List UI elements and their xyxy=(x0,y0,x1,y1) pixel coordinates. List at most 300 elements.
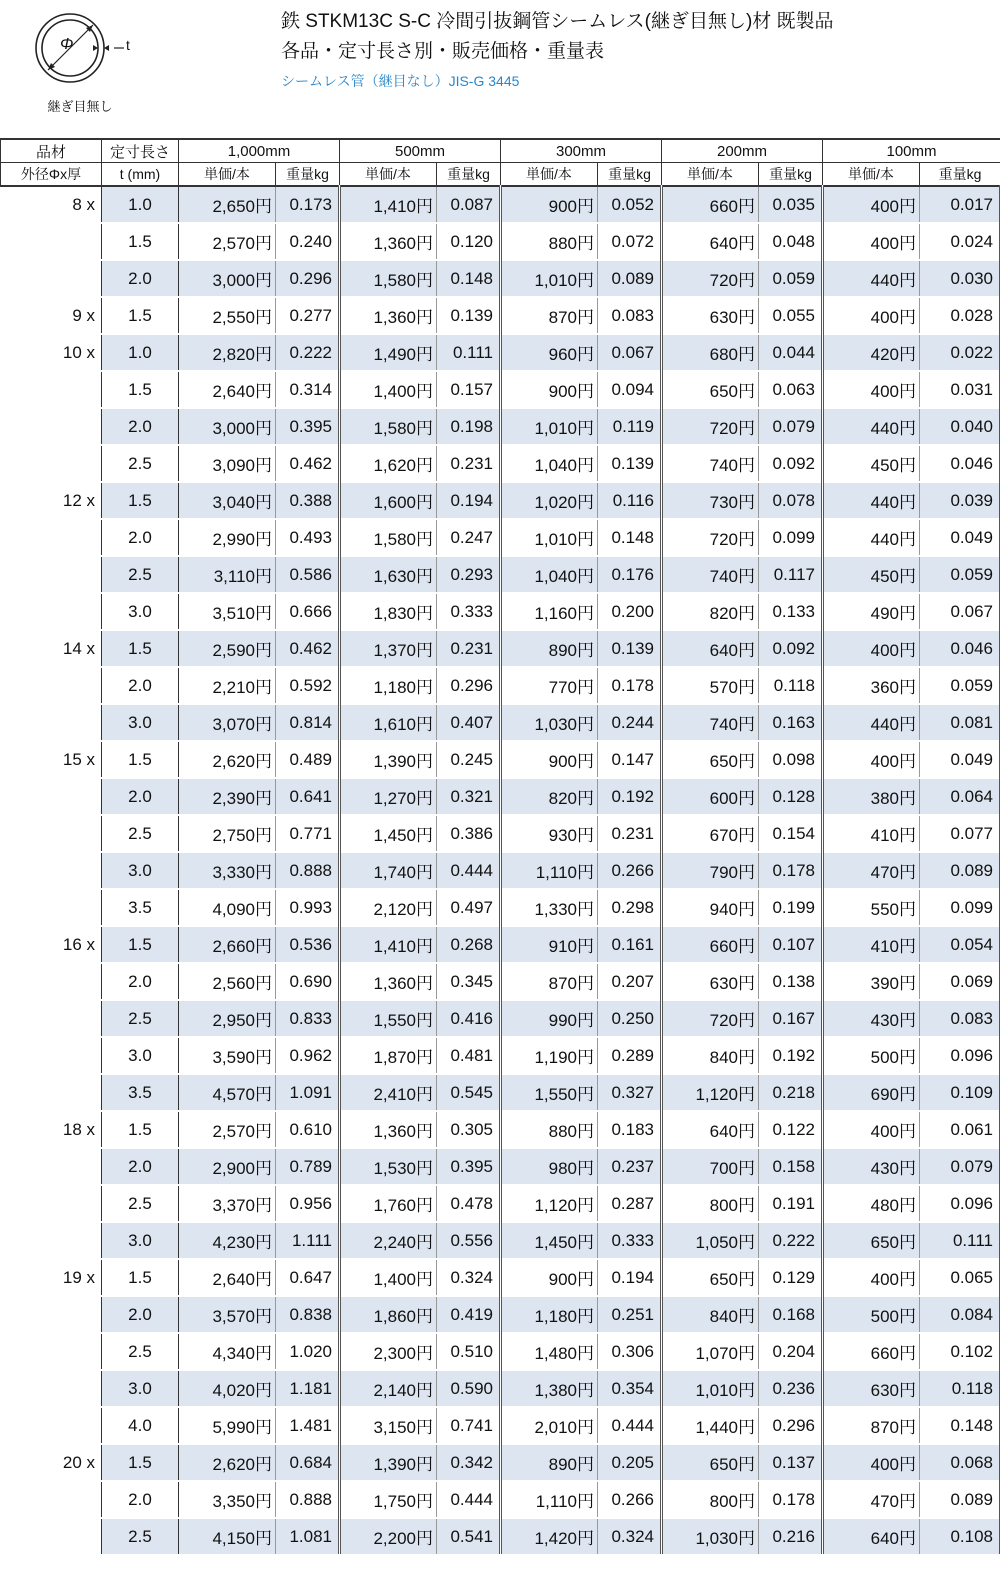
weight-cell: 0.222 xyxy=(759,1222,823,1259)
unit-price-cell: 1,580円 xyxy=(340,519,437,556)
weight-cell: 0.147 xyxy=(598,741,662,778)
weight-header: 重量kg xyxy=(920,163,1000,187)
weight-cell: 0.168 xyxy=(759,1296,823,1333)
weight-cell: 0.268 xyxy=(437,926,501,963)
thickness-cell: 2.5 xyxy=(102,1518,179,1554)
weight-cell: 0.207 xyxy=(598,963,662,1000)
unit-price-cell: 660円 xyxy=(662,186,759,223)
unit-price-cell: 1,630円 xyxy=(340,556,437,593)
unit-price-cell: 550円 xyxy=(823,889,920,926)
thickness-cell: 2.5 xyxy=(102,1333,179,1370)
outer-diameter-cell: 18 x xyxy=(1,1111,102,1148)
weight-cell: 0.079 xyxy=(920,1148,1000,1185)
table-row xyxy=(1,260,1000,297)
unit-price-cell: 2,240円 xyxy=(340,1222,437,1259)
unit-price-cell: 2,570円 xyxy=(179,1111,276,1148)
weight-cell: 0.345 xyxy=(437,963,501,1000)
unit-price-cell: 2,640円 xyxy=(179,371,276,408)
unit-price-cell: 400円 xyxy=(823,1111,920,1148)
weight-cell: 1.181 xyxy=(276,1370,340,1407)
unit-price-cell: 3,510円 xyxy=(179,593,276,630)
weight-cell: 0.266 xyxy=(598,852,662,889)
table-row xyxy=(1,778,1000,815)
weight-cell: 0.231 xyxy=(598,815,662,852)
unit-price-cell: 890円 xyxy=(501,630,598,667)
thickness-cell: 2.5 xyxy=(102,815,179,852)
weight-cell: 0.741 xyxy=(437,1407,501,1444)
weight-cell: 1.020 xyxy=(276,1333,340,1370)
unit-price-cell: 690円 xyxy=(823,1074,920,1111)
weight-cell: 0.277 xyxy=(276,297,340,334)
weight-cell: 0.148 xyxy=(598,519,662,556)
weight-cell: 0.240 xyxy=(276,223,340,260)
weight-cell: 0.139 xyxy=(437,297,501,334)
unit-price-cell: 3,590円 xyxy=(179,1037,276,1074)
unit-price-cell: 410円 xyxy=(823,815,920,852)
unit-price-cell: 1,410円 xyxy=(340,926,437,963)
unit-price-cell: 2,390円 xyxy=(179,778,276,815)
table-row xyxy=(1,556,1000,593)
weight-cell: 0.022 xyxy=(920,334,1000,371)
unit-price-cell: 1,740円 xyxy=(340,852,437,889)
unit-price-cell: 2,120円 xyxy=(340,889,437,926)
weight-cell: 0.084 xyxy=(920,1296,1000,1333)
weight-cell: 0.111 xyxy=(437,334,501,371)
unit-price-cell: 2,820円 xyxy=(179,334,276,371)
table-row xyxy=(1,667,1000,704)
weight-header: 重量kg xyxy=(437,163,501,187)
length-200: 200mm xyxy=(662,139,823,163)
weight-cell: 0.083 xyxy=(598,297,662,334)
thickness-cell: 2.0 xyxy=(102,963,179,1000)
unit-price-cell: 400円 xyxy=(823,186,920,223)
outer-diameter-cell: 20 x xyxy=(1,1444,102,1481)
outer-diameter-cell xyxy=(1,1518,102,1554)
weight-cell: 0.251 xyxy=(598,1296,662,1333)
unit-price-cell: 2,210円 xyxy=(179,667,276,704)
outer-diameter-cell xyxy=(1,1074,102,1111)
thickness-cell: 1.5 xyxy=(102,1259,179,1296)
weight-cell: 0.064 xyxy=(920,778,1000,815)
weight-cell: 0.586 xyxy=(276,556,340,593)
thickness-cell: 3.0 xyxy=(102,704,179,741)
unit-price-cell: 740円 xyxy=(662,556,759,593)
table-row xyxy=(1,926,1000,963)
unit-price-cell: 1,110円 xyxy=(501,852,598,889)
unit-price-cell: 980円 xyxy=(501,1148,598,1185)
unit-price-cell: 2,750円 xyxy=(179,815,276,852)
weight-cell: 0.395 xyxy=(437,1148,501,1185)
weight-cell: 0.031 xyxy=(920,371,1000,408)
unit-price-cell: 480円 xyxy=(823,1185,920,1222)
weight-cell: 0.116 xyxy=(598,482,662,519)
table-row xyxy=(1,482,1000,519)
unit-price-cell: 720円 xyxy=(662,1000,759,1037)
weight-cell: 0.044 xyxy=(759,334,823,371)
weight-cell: 0.072 xyxy=(598,223,662,260)
weight-cell: 0.120 xyxy=(437,223,501,260)
weight-cell: 0.122 xyxy=(759,1111,823,1148)
weight-cell: 0.293 xyxy=(437,556,501,593)
weight-cell: 0.157 xyxy=(437,371,501,408)
table-row xyxy=(1,371,1000,408)
length-300: 300mm xyxy=(501,139,662,163)
weight-cell: 0.089 xyxy=(920,1481,1000,1518)
weight-cell: 0.028 xyxy=(920,297,1000,334)
table-row xyxy=(1,408,1000,445)
unit-price-cell: 5,990円 xyxy=(179,1407,276,1444)
unit-price-cell: 440円 xyxy=(823,408,920,445)
outer-diameter-cell xyxy=(1,519,102,556)
weight-cell: 0.306 xyxy=(598,1333,662,1370)
price-header: 単価/本 xyxy=(179,163,276,187)
thickness-cell: 1.5 xyxy=(102,926,179,963)
outer-diameter-cell xyxy=(1,1185,102,1222)
phi-label: Φ xyxy=(60,36,74,53)
unit-price-cell: 880円 xyxy=(501,1111,598,1148)
thickness-cell: 2.5 xyxy=(102,1000,179,1037)
unit-price-cell: 650円 xyxy=(662,371,759,408)
price-weight-table xyxy=(0,138,1000,1554)
weight-cell: 0.493 xyxy=(276,519,340,556)
unit-price-cell: 360円 xyxy=(823,667,920,704)
thickness-cell: 2.0 xyxy=(102,1148,179,1185)
outer-diameter-cell: 12 x xyxy=(1,482,102,519)
weight-cell: 0.092 xyxy=(759,445,823,482)
weight-cell: 0.178 xyxy=(598,667,662,704)
thickness-cell: 2.5 xyxy=(102,1185,179,1222)
weight-cell: 0.324 xyxy=(598,1518,662,1554)
length-100: 100mm xyxy=(823,139,1000,163)
unit-price-cell: 2,410円 xyxy=(340,1074,437,1111)
weight-cell: 0.814 xyxy=(276,704,340,741)
unit-price-cell: 400円 xyxy=(823,630,920,667)
weight-cell: 0.444 xyxy=(437,1481,501,1518)
thickness-cell: 2.0 xyxy=(102,519,179,556)
weight-cell: 0.054 xyxy=(920,926,1000,963)
price-header: 単価/本 xyxy=(340,163,437,187)
unit-price-cell: 1,030円 xyxy=(501,704,598,741)
outer-diameter-cell xyxy=(1,852,102,889)
weight-cell: 0.129 xyxy=(759,1259,823,1296)
unit-price-cell: 2,620円 xyxy=(179,741,276,778)
weight-cell: 0.083 xyxy=(920,1000,1000,1037)
weight-cell: 0.109 xyxy=(920,1074,1000,1111)
corner-diameter: 外径Φx厚 xyxy=(1,163,102,187)
table-row xyxy=(1,741,1000,778)
table-row xyxy=(1,519,1000,556)
weight-cell: 0.444 xyxy=(437,852,501,889)
weight-cell: 0.118 xyxy=(920,1370,1000,1407)
weight-cell: 0.068 xyxy=(920,1444,1000,1481)
price-header: 単価/本 xyxy=(662,163,759,187)
weight-cell: 0.287 xyxy=(598,1185,662,1222)
weight-cell: 0.139 xyxy=(598,630,662,667)
weight-cell: 1.081 xyxy=(276,1518,340,1554)
unit-price-cell: 500円 xyxy=(823,1037,920,1074)
outer-diameter-cell: 9 x xyxy=(1,297,102,334)
unit-price-cell: 820円 xyxy=(501,778,598,815)
weight-cell: 0.342 xyxy=(437,1444,501,1481)
unit-price-cell: 4,020円 xyxy=(179,1370,276,1407)
weight-cell: 0.236 xyxy=(759,1370,823,1407)
unit-price-cell: 3,370円 xyxy=(179,1185,276,1222)
outer-diameter-cell xyxy=(1,1407,102,1444)
outer-diameter-cell: 19 x xyxy=(1,1259,102,1296)
unit-price-cell: 2,010円 xyxy=(501,1407,598,1444)
unit-price-cell: 400円 xyxy=(823,1444,920,1481)
unit-price-cell: 1,870円 xyxy=(340,1037,437,1074)
weight-cell: 0.481 xyxy=(437,1037,501,1074)
length-500: 500mm xyxy=(340,139,501,163)
outer-diameter-cell xyxy=(1,593,102,630)
unit-price-cell: 380円 xyxy=(823,778,920,815)
unit-price-cell: 870円 xyxy=(823,1407,920,1444)
unit-price-cell: 470円 xyxy=(823,1481,920,1518)
unit-price-cell: 840円 xyxy=(662,1037,759,1074)
weight-cell: 0.333 xyxy=(437,593,501,630)
unit-price-cell: 430円 xyxy=(823,1148,920,1185)
pipe-diagram xyxy=(30,10,150,100)
weight-cell: 0.059 xyxy=(759,260,823,297)
weight-cell: 0.888 xyxy=(276,852,340,889)
unit-price-cell: 3,040円 xyxy=(179,482,276,519)
thickness-cell: 2.0 xyxy=(102,260,179,297)
unit-price-cell: 3,070円 xyxy=(179,704,276,741)
thickness-cell: 3.0 xyxy=(102,1037,179,1074)
weight-cell: 0.191 xyxy=(759,1185,823,1222)
weight-cell: 0.102 xyxy=(920,1333,1000,1370)
thickness-cell: 1.5 xyxy=(102,297,179,334)
weight-cell: 1.481 xyxy=(276,1407,340,1444)
weight-cell: 0.119 xyxy=(598,408,662,445)
unit-price-cell: 1,010円 xyxy=(501,260,598,297)
thickness-cell: 1.5 xyxy=(102,1444,179,1481)
unit-price-cell: 660円 xyxy=(823,1333,920,1370)
outer-diameter-cell xyxy=(1,260,102,297)
unit-price-cell: 1,040円 xyxy=(501,556,598,593)
unit-price-cell: 2,200円 xyxy=(340,1518,437,1554)
table-row xyxy=(1,297,1000,334)
price-header: 単価/本 xyxy=(823,163,920,187)
unit-price-cell: 3,000円 xyxy=(179,260,276,297)
weight-cell: 0.324 xyxy=(437,1259,501,1296)
weight-cell: 0.192 xyxy=(598,778,662,815)
weight-cell: 0.046 xyxy=(920,630,1000,667)
weight-cell: 1.091 xyxy=(276,1074,340,1111)
unit-price-cell: 740円 xyxy=(662,445,759,482)
weight-cell: 0.222 xyxy=(276,334,340,371)
unit-price-cell: 650円 xyxy=(662,741,759,778)
unit-price-cell: 1,600円 xyxy=(340,482,437,519)
unit-price-cell: 440円 xyxy=(823,704,920,741)
weight-cell: 0.556 xyxy=(437,1222,501,1259)
weight-cell: 0.789 xyxy=(276,1148,340,1185)
outer-diameter-cell: 16 x xyxy=(1,926,102,963)
weight-cell: 0.321 xyxy=(437,778,501,815)
weight-cell: 0.077 xyxy=(920,815,1000,852)
unit-price-cell: 1,360円 xyxy=(340,963,437,1000)
unit-price-cell: 1,010円 xyxy=(501,408,598,445)
outer-diameter-cell xyxy=(1,556,102,593)
unit-price-cell: 2,590円 xyxy=(179,630,276,667)
unit-price-cell: 870円 xyxy=(501,297,598,334)
weight-cell: 0.641 xyxy=(276,778,340,815)
unit-price-cell: 1,580円 xyxy=(340,408,437,445)
logo-caption: 継ぎ目無し xyxy=(47,99,113,114)
unit-price-cell: 420円 xyxy=(823,334,920,371)
unit-price-cell: 910円 xyxy=(501,926,598,963)
unit-price-cell: 1,360円 xyxy=(340,297,437,334)
weight-cell: 0.069 xyxy=(920,963,1000,1000)
weight-cell: 0.419 xyxy=(437,1296,501,1333)
unit-price-cell: 940円 xyxy=(662,889,759,926)
weight-cell: 0.089 xyxy=(598,260,662,297)
table-row xyxy=(1,334,1000,371)
unit-price-cell: 770円 xyxy=(501,667,598,704)
weight-cell: 0.030 xyxy=(920,260,1000,297)
unit-price-cell: 1,180円 xyxy=(340,667,437,704)
outer-diameter-cell xyxy=(1,963,102,1000)
weight-cell: 0.035 xyxy=(759,186,823,223)
weight-cell: 0.296 xyxy=(759,1407,823,1444)
table-row xyxy=(1,1259,1000,1296)
weight-cell: 0.133 xyxy=(759,593,823,630)
unit-price-cell: 990円 xyxy=(501,1000,598,1037)
unit-price-cell: 410円 xyxy=(823,926,920,963)
weight-cell: 0.237 xyxy=(598,1148,662,1185)
outer-diameter-cell xyxy=(1,704,102,741)
unit-price-cell: 440円 xyxy=(823,260,920,297)
weight-cell: 0.089 xyxy=(920,852,1000,889)
unit-price-cell: 3,150円 xyxy=(340,1407,437,1444)
unit-price-cell: 900円 xyxy=(501,371,598,408)
unit-price-cell: 4,230円 xyxy=(179,1222,276,1259)
weight-cell: 0.046 xyxy=(920,445,1000,482)
header-row-columns xyxy=(1,163,1000,187)
thickness-cell: 1.5 xyxy=(102,371,179,408)
weight-cell: 0.888 xyxy=(276,1481,340,1518)
unit-price-cell: 1,360円 xyxy=(340,223,437,260)
weight-cell: 0.099 xyxy=(920,889,1000,926)
page-header xyxy=(0,0,1000,138)
unit-price-cell: 1,530円 xyxy=(340,1148,437,1185)
unit-price-cell: 3,350円 xyxy=(179,1481,276,1518)
unit-price-cell: 720円 xyxy=(662,408,759,445)
table-row xyxy=(1,1074,1000,1111)
weight-cell: 0.081 xyxy=(920,704,1000,741)
unit-price-cell: 900円 xyxy=(501,186,598,223)
unit-price-cell: 400円 xyxy=(823,297,920,334)
unit-price-cell: 650円 xyxy=(823,1222,920,1259)
unit-price-cell: 740円 xyxy=(662,704,759,741)
weight-cell: 0.094 xyxy=(598,371,662,408)
thickness-cell: 2.5 xyxy=(102,445,179,482)
unit-price-cell: 3,000円 xyxy=(179,408,276,445)
unit-price-cell: 650円 xyxy=(662,1444,759,1481)
unit-price-cell: 650円 xyxy=(662,1259,759,1296)
table-row xyxy=(1,704,1000,741)
weight-cell: 0.993 xyxy=(276,889,340,926)
weight-cell: 0.111 xyxy=(920,1222,1000,1259)
weight-cell: 0.536 xyxy=(276,926,340,963)
weight-cell: 0.231 xyxy=(437,445,501,482)
unit-price-cell: 1,550円 xyxy=(340,1000,437,1037)
thickness-cell: 3.0 xyxy=(102,1222,179,1259)
weight-cell: 0.039 xyxy=(920,482,1000,519)
table-row xyxy=(1,223,1000,260)
unit-price-cell: 2,550円 xyxy=(179,297,276,334)
unit-price-cell: 1,030円 xyxy=(662,1518,759,1554)
outer-diameter-cell xyxy=(1,778,102,815)
unit-price-cell: 930円 xyxy=(501,815,598,852)
unit-price-cell: 1,860円 xyxy=(340,1296,437,1333)
weight-cell: 0.416 xyxy=(437,1000,501,1037)
unit-price-cell: 2,900円 xyxy=(179,1148,276,1185)
price-header: 単価/本 xyxy=(501,163,598,187)
outer-diameter-cell xyxy=(1,371,102,408)
outer-diameter-cell: 10 x xyxy=(1,334,102,371)
weight-cell: 0.216 xyxy=(759,1518,823,1554)
unit-price-cell: 870円 xyxy=(501,963,598,1000)
unit-price-cell: 1,180円 xyxy=(501,1296,598,1333)
table-row xyxy=(1,1037,1000,1074)
weight-cell: 0.087 xyxy=(437,186,501,223)
table-row xyxy=(1,1370,1000,1407)
table-row xyxy=(1,1000,1000,1037)
weight-cell: 0.048 xyxy=(759,223,823,260)
weight-cell: 0.178 xyxy=(759,1481,823,1518)
thickness-cell: 2.0 xyxy=(102,1481,179,1518)
weight-cell: 0.158 xyxy=(759,1148,823,1185)
weight-cell: 0.059 xyxy=(920,667,1000,704)
weight-cell: 0.327 xyxy=(598,1074,662,1111)
thickness-cell: 2.0 xyxy=(102,1296,179,1333)
weight-cell: 0.205 xyxy=(598,1444,662,1481)
weight-header: 重量kg xyxy=(759,163,823,187)
weight-cell: 0.386 xyxy=(437,815,501,852)
weight-cell: 0.107 xyxy=(759,926,823,963)
weight-cell: 0.108 xyxy=(920,1518,1000,1554)
unit-price-cell: 1,750円 xyxy=(340,1481,437,1518)
unit-price-cell: 2,560円 xyxy=(179,963,276,1000)
unit-price-cell: 1,270円 xyxy=(340,778,437,815)
weight-cell: 0.231 xyxy=(437,630,501,667)
weight-cell: 0.061 xyxy=(920,1111,1000,1148)
unit-price-cell: 3,570円 xyxy=(179,1296,276,1333)
unit-price-cell: 960円 xyxy=(501,334,598,371)
unit-price-cell: 1,620円 xyxy=(340,445,437,482)
unit-price-cell: 400円 xyxy=(823,223,920,260)
table-row xyxy=(1,815,1000,852)
unit-price-cell: 1,120円 xyxy=(501,1185,598,1222)
thickness-cell: 1.5 xyxy=(102,482,179,519)
outer-diameter-cell xyxy=(1,1481,102,1518)
table-row xyxy=(1,1296,1000,1333)
thickness-cell: 1.5 xyxy=(102,1111,179,1148)
unit-price-cell: 4,340円 xyxy=(179,1333,276,1370)
unit-price-cell: 630円 xyxy=(662,297,759,334)
weight-cell: 0.305 xyxy=(437,1111,501,1148)
unit-price-cell: 1,420円 xyxy=(501,1518,598,1554)
weight-cell: 0.462 xyxy=(276,630,340,667)
weight-cell: 0.314 xyxy=(276,371,340,408)
unit-price-cell: 1,610円 xyxy=(340,704,437,741)
unit-price-cell: 1,550円 xyxy=(501,1074,598,1111)
weight-cell: 0.078 xyxy=(759,482,823,519)
unit-price-cell: 800円 xyxy=(662,1481,759,1518)
unit-price-cell: 570円 xyxy=(662,667,759,704)
